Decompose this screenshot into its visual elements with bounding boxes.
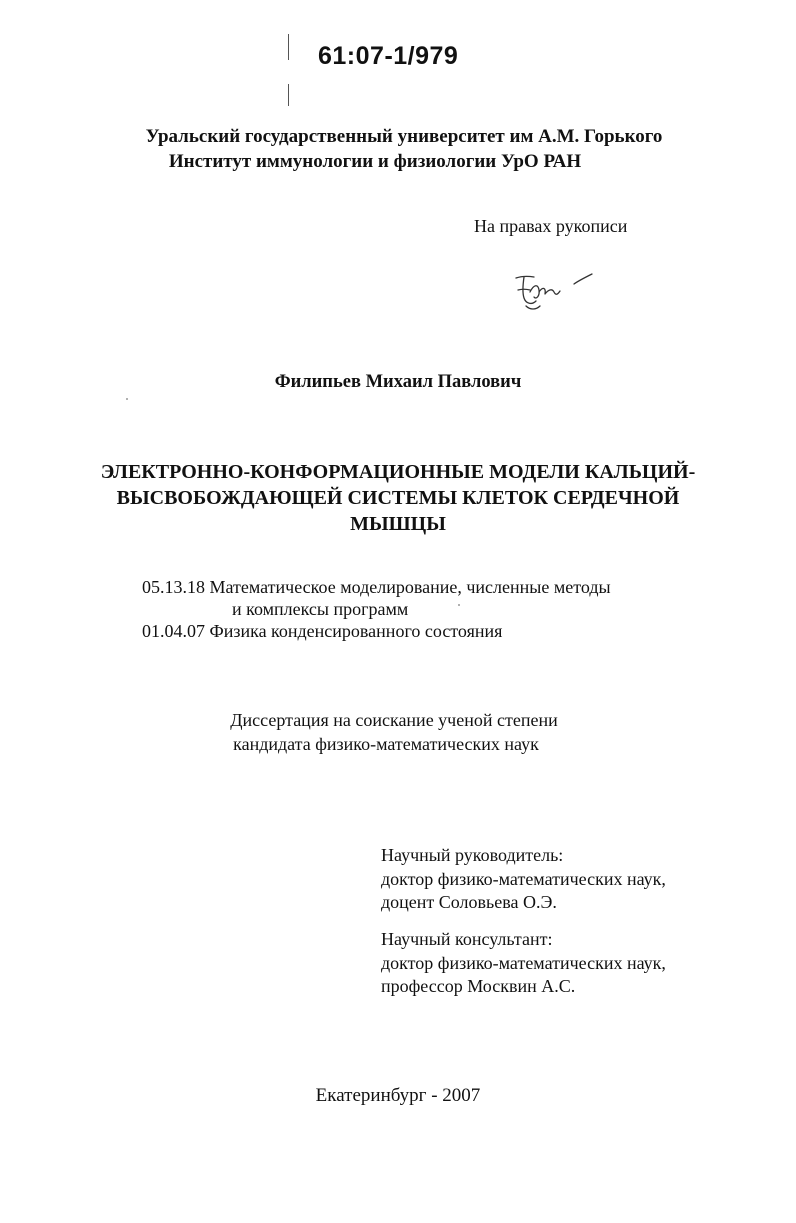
dissertation-degree-line-2: кандидата физико-математических наук <box>233 734 539 754</box>
dissertation-title <box>98 459 698 537</box>
institution-institute: Институт иммунологии и физиологии УрО РАН <box>168 151 582 172</box>
consultant-label: Научный консультант: <box>381 929 553 949</box>
title-line-1: ЭЛЕКТРОННО-КОНФОРМАЦИОННЫЕ МОДЕЛИ КАЛЬЦИЙ- <box>100 461 696 483</box>
specialty-2: 01.04.07 Физика конденсированного состояния <box>142 621 503 641</box>
stamp-bar-bottom <box>288 84 289 106</box>
supervisor-name: доцент Соловьева О.Э. <box>381 892 557 912</box>
specialty-1-line-2: и комплексы программ <box>232 599 409 619</box>
place-year: Екатеринбург - 2007 <box>315 1085 481 1106</box>
specialty-1-line-1: 05.13.18 Математическое моделирование, численные методы <box>142 577 611 597</box>
manuscript-note: На правах рукописи <box>474 216 628 236</box>
signature-image <box>512 270 602 314</box>
author-name: Филипьев Михаил Павлович <box>274 372 522 392</box>
institution-university: Уральский государственный университет им А.М. Горького <box>145 126 663 147</box>
scan-speck <box>458 604 460 606</box>
consultant-name: профессор Москвин А.С. <box>381 976 576 996</box>
title-line-2: ВЫСВОБОЖДАЮЩЕЙ СИСТЕМЫ КЛЕТОК СЕРДЕЧНОЙ <box>116 487 680 509</box>
stamp-bar-top <box>288 34 289 60</box>
supervisor-degree: доктор физико-математических наук, <box>381 869 666 889</box>
supervisor-label: Научный руководитель: <box>381 845 564 865</box>
title-line-3: МЫШЦЫ <box>350 513 446 535</box>
stamp-number: 61:07-1/979 <box>318 42 459 70</box>
consultant-degree: доктор физико-математических наук, <box>381 953 666 973</box>
dissertation-degree-line-1: Диссертация на соискание ученой степени <box>230 710 558 730</box>
scan-speck <box>126 398 128 400</box>
